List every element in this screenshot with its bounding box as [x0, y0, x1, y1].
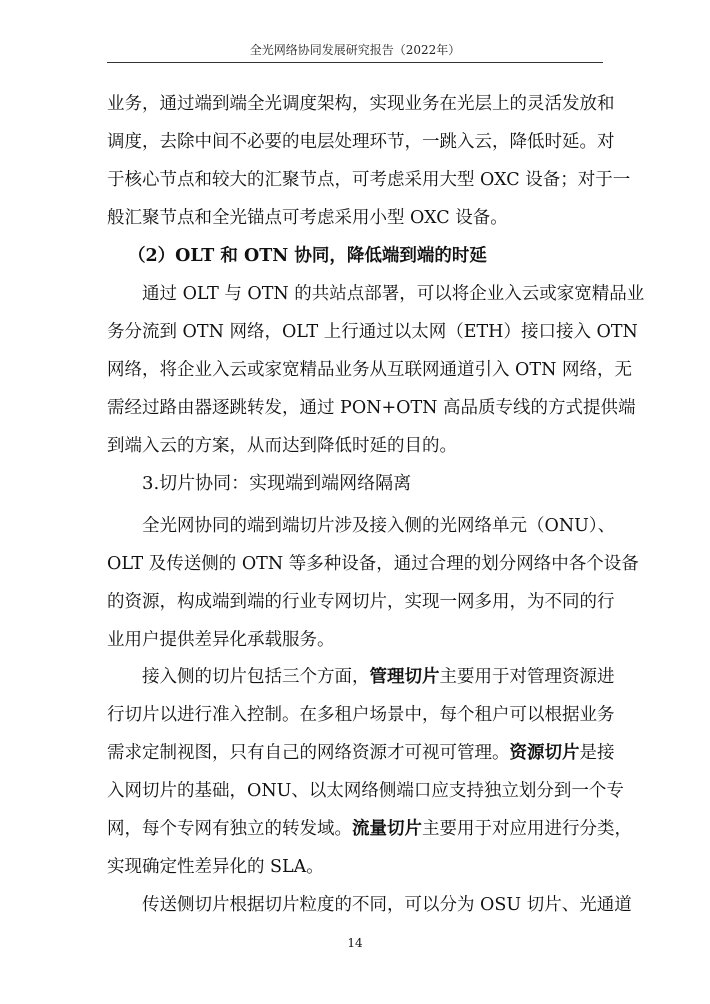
section-heading: 3.切片协同：实现端到端网络隔离 — [142, 473, 412, 494]
text-run: 是接 — [579, 743, 615, 763]
text-run: 主要用于对应用进行分类， — [422, 819, 632, 839]
paragraph-line — [107, 817, 632, 841]
paragraph-line: OLT 及传送侧的 OTN 等多种设备，通过合理的划分网络中各个设备 — [107, 554, 639, 574]
paragraph-line: 传送侧切片根据切片粒度的不同，可以分为 OSU 切片、光通道 — [142, 895, 632, 915]
text-run: 需求定制视图，只有自己的网络资源才可视可管理。 — [107, 743, 510, 763]
text-run: 网，每个专网有独立的转发域。 — [107, 819, 352, 839]
paragraph-line: 入网切片的基础，ONU、以太网络侧端口应支持独立划分到一个专 — [107, 781, 624, 801]
running-header: 全光网络协同发展研究报告（2022年） — [249, 43, 461, 57]
paragraph-line: 网络，将企业入云或家宽精品业务从互联网通道引入 OTN 网络，无 — [107, 360, 632, 380]
text-run: 主要用于对管理资源进 — [439, 667, 615, 687]
paragraph-line: 业务，通过端到端全光调度架构，实现业务在光层上的灵活发放和 — [107, 94, 615, 114]
bold-term-traffic-slice: 流量切片 — [352, 819, 422, 839]
paragraph-line: 全光网协同的端到端切片涉及接入侧的光网络单元（ONU）、 — [142, 516, 616, 536]
paragraph-line: 到端入云的方案，从而达到降低时延的目的。 — [107, 436, 457, 456]
subheading: （2）OLT 和 OTN 协同，降低端到端的时延 — [128, 246, 487, 266]
page-number: 14 — [347, 936, 363, 950]
paragraph-line: 实现确定性差异化的 SLA。 — [107, 857, 324, 877]
paragraph-line — [107, 741, 615, 765]
paragraph-line: 于核心节点和较大的汇聚节点，可考虑采用大型 OXC 设备；对于一 — [107, 170, 631, 190]
bold-term-management-slice: 管理切片 — [369, 667, 440, 687]
paragraph-line: 行切片以进行准入控制。在多租户场景中，每个租户可以根据业务 — [107, 705, 615, 725]
paragraph-line: 需经过路由器逐跳转发，通过 PON+OTN 高品质专线的方式提供端 — [107, 398, 636, 418]
header-rule — [107, 62, 603, 63]
paragraph-line: 通过 OLT 与 OTN 的共站点部署，可以将企业入云或家宽精品业 — [142, 284, 645, 304]
paragraph-line: 般汇聚节点和全光锚点可考虑采用小型 OXC 设备。 — [107, 208, 508, 228]
paragraph-line: 务分流到 OTN 网络，OLT 上行通过以太网（ETH）接口接入 OTN — [107, 322, 638, 342]
paragraph-line: 业用户提供差异化承载服务。 — [107, 630, 335, 650]
paragraph-line: 调度，去除中间不必要的电层处理环节，一跳入云，降低时延。对 — [107, 132, 615, 152]
text-run: 接入侧的切片包括三个方面， — [142, 667, 370, 687]
bold-term-resource-slice: 资源切片 — [509, 743, 580, 763]
paragraph-line: 的资源，构成端到端的行业专网切片，实现一网多用，为不同的行 — [107, 592, 615, 612]
paragraph-line — [142, 665, 615, 689]
